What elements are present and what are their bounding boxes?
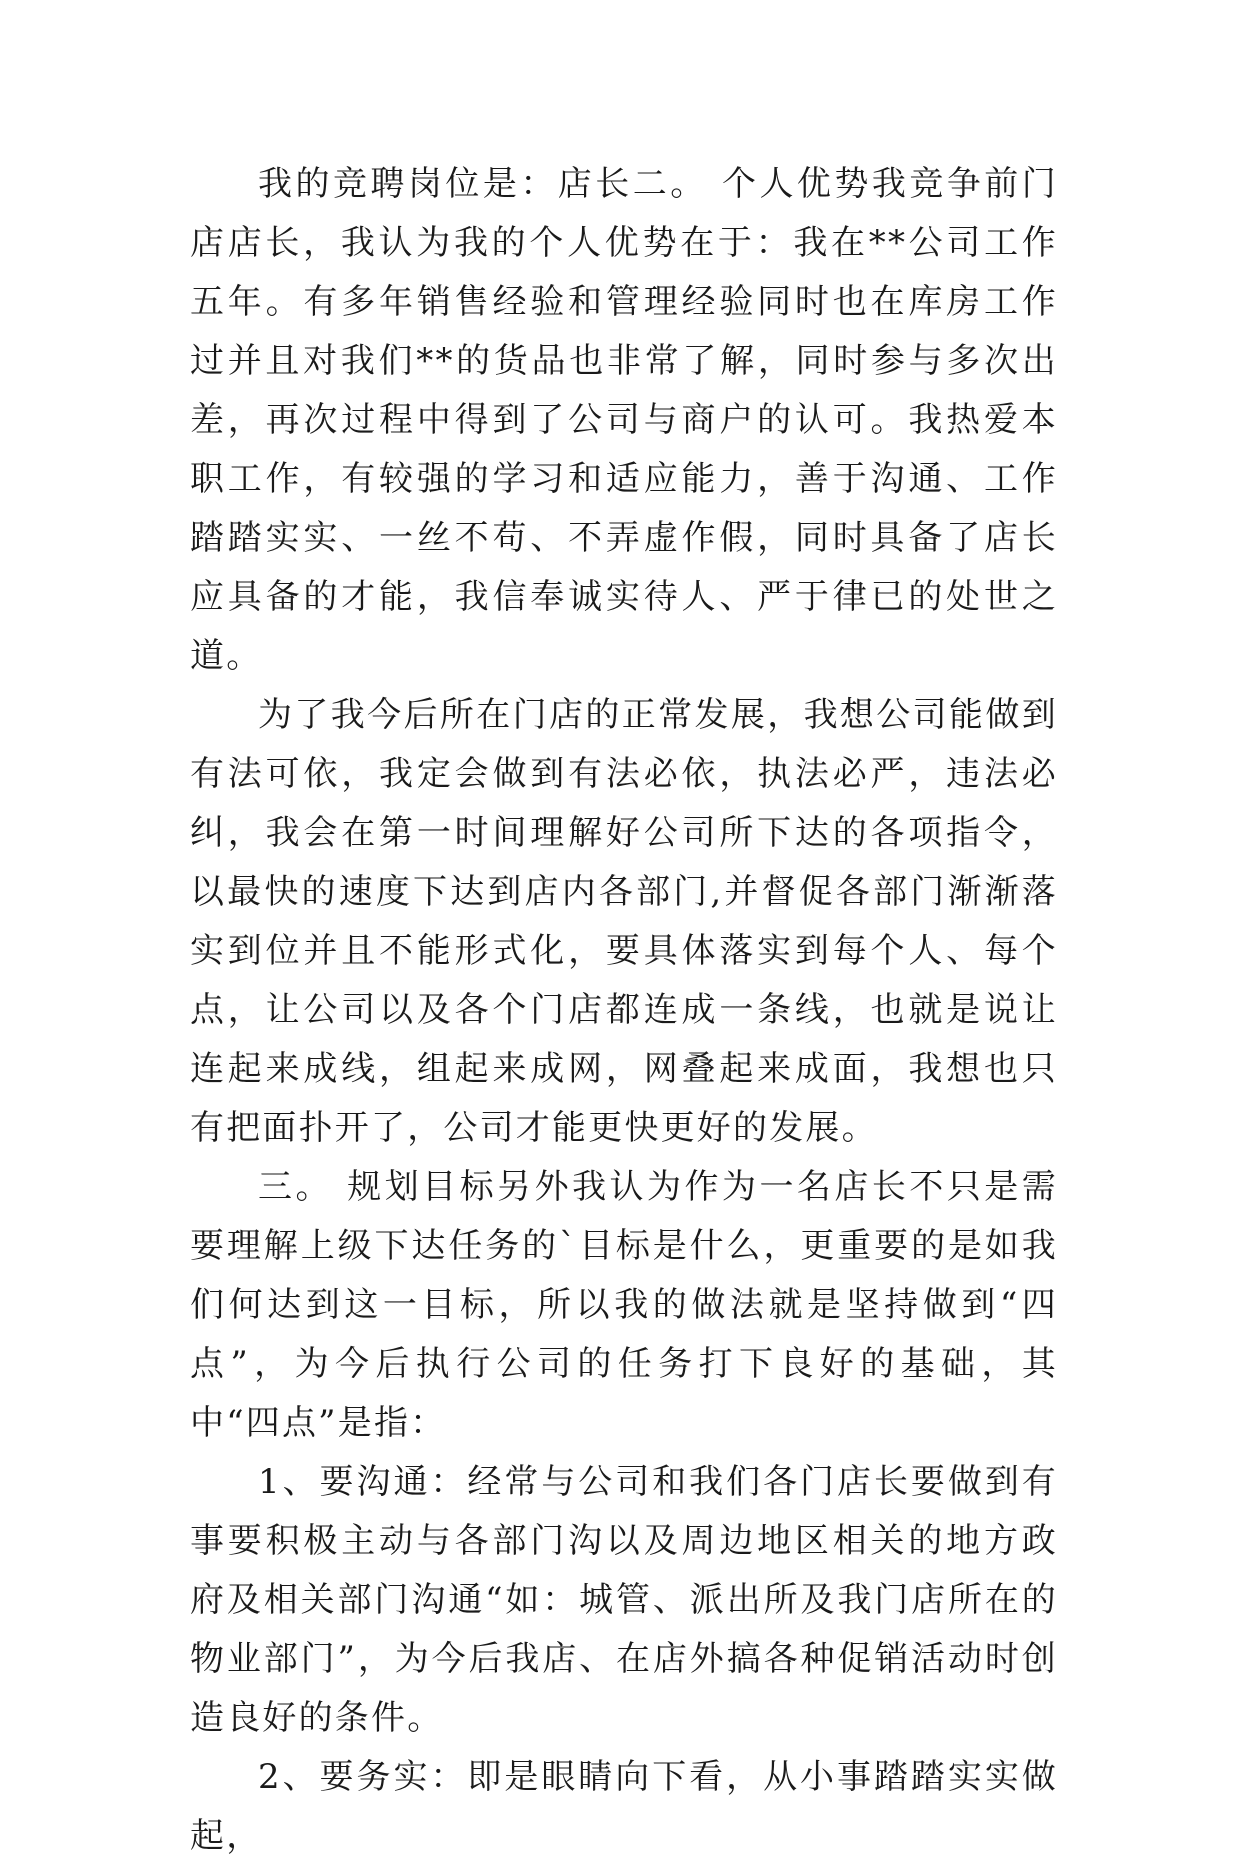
document-body — [190, 155, 1058, 1866]
paragraph-planning-goals: 三。 规划目标另外我认为作为一名店长不只是需要理解上级下达任务的`目标是什么，更重要的是如我们何达到这一目标，所以我的做法就是坚持做到“四点”，为今后执行公司的任务打下良好的基础，其中“四点”是指： — [190, 1167, 1058, 1443]
paragraph-point-communicate: 1、要沟通：经常与公司和我们各门店长要做到有事要积极主动与各部门沟以及周边地区相关的地方政府及相关部门沟通“如：城管、派出所及我门店所在的物业部门”，为今后我店、在店外搞各种促销活动时创造良好的条件。 — [190, 1462, 1058, 1738]
paragraph-point-pragmatic: 2、要务实：即是眼睛向下看，从小事踏踏实实做起， — [190, 1757, 1058, 1856]
paragraph-personal-advantages: 我的竞聘岗位是：店长二。 个人优势我竞争前门店店长，我认为我的个人优势在于：我在**公司工作五年。有多年销售经验和管理经验同时也在库房工作过并且对我们**的货品也非常了解，同时参与多次出差，再次过程中得到了公司与商户的认可。我热爱本职工作，有较强的学习和适应能力，善于沟通、工作踏踏实实、一丝不苟、不弄虚作假，同时具备了店长应具备的才能，我信奉诚实待人、严于律已的处世之道。 — [190, 164, 1058, 676]
paragraph-store-development: 为了我今后所在门店的正常发展，我想公司能做到有法可依，我定会做到有法必依，执法必严，违法必纠，我会在第一时间理解好公司所下达的各项指令，以最快的速度下达到店内各部门,并督促各部门渐渐落实到位并且不能形式化，要具体落实到每个人、每个点，让公司以及各个门店都连成一条线，也就是说让连起来成线，组起来成网，网叠起来成面，我想也只有把面扑开了，公司才能更快更好的发展。 — [190, 695, 1058, 1148]
